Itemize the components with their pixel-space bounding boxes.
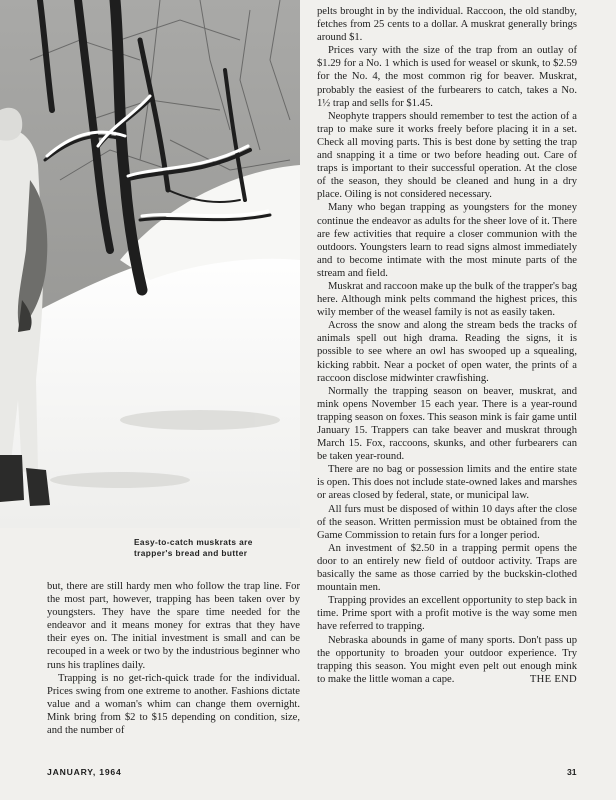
paragraph: Many who began trapping as youngsters for the money continue the endeavor as adults for the sheer love of it. There are few activities that require a closer communion with the outdoors. Youngsters learn to read signs almost immediately and to become intimate with the most minute parts of the stream and field. (317, 202, 577, 279)
footer-date: JANUARY, 1964 (47, 767, 122, 777)
paragraph: pelts brought in by the individual. Raccoon, the old standby, fetches from 25 cents to a dollar. A muskrat generally brings around $1. (317, 6, 577, 44)
right-text-column (317, 5, 577, 686)
paragraph: Normally the trapping season on beaver, muskrat, and mink opens November 15 each year. There is a year-round trapping season on foxes. This season mink is fair game until January 15. Trappers can take beaver and muskrat through March 15. Fox, raccoons, skunks, and other furbearers can be taken year-round. (317, 385, 577, 463)
paragraph: There are no bag or possession limits and the entire state is open. This does not include state-owned lakes and marshes or areas closed by federal, state, or municipal law. (317, 464, 577, 502)
paragraph: Across the snow and along the stream beds the tracks of animals spell out high drama. Reading the signs, it is possible to see where an owl has swooped up a squealing, kicking rabbit. Near a pocket of open water, the prints of a raccoon disclose midwinter crawfishing. (317, 320, 577, 384)
snowy-forest-photo (0, 0, 300, 528)
paragraph: Neophyte trappers should remember to test the action of a trap to make sure it works freely before placing it in a set. Check all moving parts. This is best done by setting the trap and snapping it a time or two before heading out. Care of traps is important to their successful operation. At the close of the season, they should be cleaned and hung in a dry place. Oiling is not considered necessary. (317, 110, 577, 201)
paragraph: Trapping provides an excellent opportunity to step back in time. Prime sport with a profit motive is the way some men have referred to trapping. (317, 595, 577, 633)
paragraph-text: Nebraska abounds in game of many sports. Don't pass up the opportunity to broaden your outdoor experience. Try trapping this season. You might even pelt out enough mink to make the little woman a cape. (317, 634, 577, 685)
snowy-forest-trapper-photo-icon (0, 0, 300, 528)
paragraph: Prices vary with the size of the trap from an outlay of $1.29 for a No. 1 which is used for weasel or skunk, to $2.59 for the No. 4, the most common rig for beaver. Muskrat, probably the easiest of the furbearers to catch, takes a No. 1½ trap and sells for $1.45. (317, 45, 577, 109)
paragraph-final (317, 634, 577, 686)
paragraph: Muskrat and raccoon make up the bulk of the trapper's bag here. Although mink pelts command the highest prices, this wily member of the weasel family is not as easily taken. (317, 280, 578, 319)
left-text-column (47, 580, 300, 737)
paragraph: An investment of $2.50 in a trapping permit opens the door to an entirely new field of outdoor activity. Traps are basically the same as those carried by the buckskin-clothed mountain men. (317, 542, 577, 594)
paragraph: Trapping is no get-rich-quick trade for the individual. Prices swing from one extreme to another. Fashions dictate value and a woman's whim can change them overnight. Mink bring from $2 to $15 depending on condition, size, and the number of (47, 672, 300, 737)
paragraph: but, there are still hardy men who follow the trap line. For the most part, however, trapping has been taken over by youngsters. They have the spare time needed for the endeavor and it means money for extras that they have their eyes on. The initial investment is small and can be recouped in a week or two by the industrious beginner who runs his traplines daily. (47, 581, 300, 671)
page-number: 31 (567, 767, 577, 777)
photo-caption: Easy-to-catch muskrats are trapper's bread and butter (134, 537, 253, 558)
paragraph: All furs must be disposed of within 10 days after the close of the season. Written permission must be obtained from the Game Commission to retain furs for a longer period. (317, 503, 577, 541)
the-end-marker: THE END (529, 673, 577, 685)
